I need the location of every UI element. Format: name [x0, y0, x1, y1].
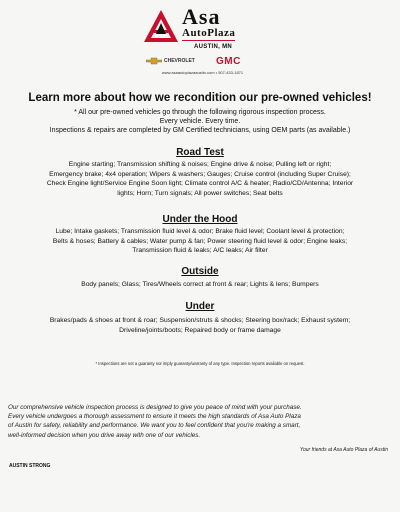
list-item: Check Engine light/Service Engine Soon light; Climate control A/C & heater; Radio/CD/Antenna; Interior — [46, 180, 354, 188]
inspection-disclaimer: * Inspections are not a guaranty nor imply guaranty/warranty of any type. Inspection reports available on request. — [95, 361, 305, 366]
section-title-under-the-hood: Under the Hood — [162, 214, 238, 225]
gmc-logo: GMC — [216, 56, 241, 67]
closing-signature: Your friends at Asa Auto Plaza of Austin — [299, 447, 388, 453]
brand-subtitle: AutoPlaza — [182, 27, 236, 39]
intro-line-1: * All our pre-owned vehicles go through the following rigorous inspection process. — [74, 109, 326, 116]
list-item: Body panels; Glass; Tires/Wheels correct at front & rear; Lights & lens; Bumpers — [81, 281, 319, 288]
list-item: Lube; Intake gaskets; Transmission fluid level & odor; Brake fluid level; Coolant level & protection; — [55, 228, 345, 235]
paragraph-line: Our comprehensive vehicle inspection process is designed to give you peace of mind with your purchase. — [8, 404, 302, 411]
section-title-road-test: Road Test — [176, 147, 224, 158]
section-title-under: Under — [185, 301, 215, 312]
dealer-logo — [142, 6, 262, 52]
paragraph-line: well-informed decision when you drive away with one of our vehicles. — [8, 431, 201, 439]
brand-name: Asa — [182, 4, 221, 29]
list-item: Brakes/pads & shoes at front & roar; Suspension/struts & shocks; Steering box/rack; Exhaust system; — [49, 317, 351, 324]
page-headline: Learn more about how we recondition our pre-owned vehicles! — [28, 92, 372, 104]
contact-line: www.asaautoplazaaustin.com • 507-433-1871 — [161, 70, 244, 75]
website-link[interactable]: www.asaautoplazaaustin.com — [161, 70, 215, 75]
list-item: Driveline/joints/boots; Repaired body or frame damage — [119, 326, 281, 334]
intro-line-2: Every vehicle. Every time. — [159, 118, 241, 125]
list-item: Belts & hoses; Battery & cables; Water pump & fan; Power steering fluid level & odor; Engine leaks; — [52, 237, 348, 245]
footer-slogan: AUSTIN STRONG — [9, 463, 51, 469]
list-item: Transmission fluid & leaks; A/C leaks; Air filter — [132, 247, 268, 255]
paragraph-line: of Austin for safety, reliability and performance. We want you to feel confident that you're making a smart, — [8, 422, 301, 430]
list-item: lights; Horn; Turn signals; All power switches; Seat belts — [117, 189, 283, 197]
section-body-under-the-hood — [10, 227, 390, 256]
manufacturer-logos — [146, 57, 256, 67]
list-item: Engine starting; Transmission shifting & noises; Engine drive & noise; Pulling left or right; — [68, 161, 332, 168]
paragraph-line: Every vehicle undergoes a thorough assessment to ensure it meets the high standards of Asa Auto Plaza — [8, 413, 301, 421]
list-item: Emergency brake; 4x4 operation; Wipers & washers; Gauges; Cruise control (including Super Cruise); — [49, 170, 351, 178]
closing-paragraph — [8, 403, 392, 440]
brand-city: AUSTIN, MN — [194, 44, 232, 50]
chevrolet-wordmark: CHEVROLET — [164, 58, 195, 64]
phone-number: 507-433-1871 — [218, 70, 244, 75]
section-body-road-test — [10, 160, 390, 198]
section-title-outside: Outside — [181, 266, 219, 277]
section-body-under — [10, 316, 390, 335]
intro-line-3: Inspections & repairs are completed by GM Certified technicians, using OEM parts (as available.) — [49, 127, 351, 134]
chevrolet-bowtie-icon — [146, 57, 162, 65]
section-body-outside — [10, 280, 390, 290]
asa-triangle-logo-icon — [142, 8, 180, 46]
